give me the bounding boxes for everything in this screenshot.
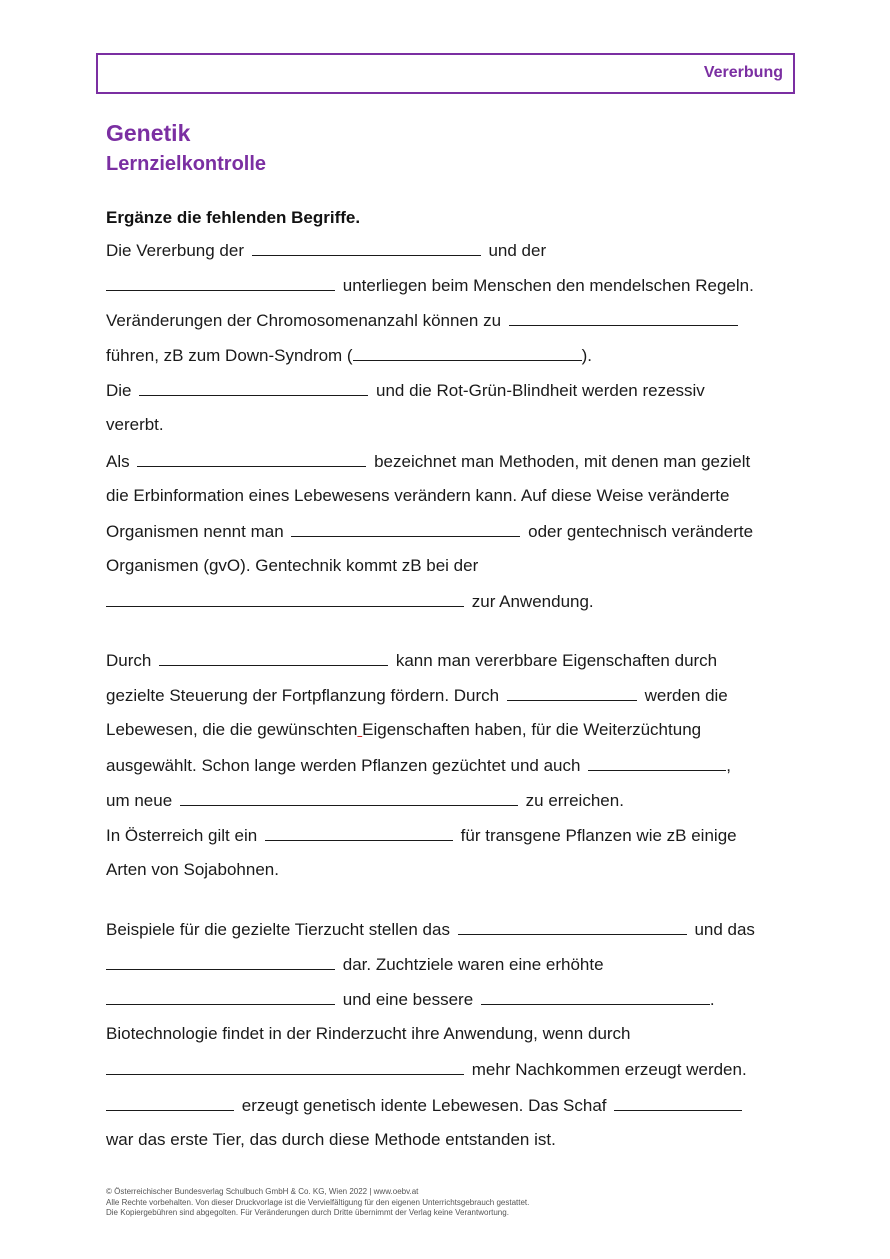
text-line [106, 825, 737, 846]
footer-line: Die Kopiergebühren sind abgegolten. Für Veränderungen durch Dritte übernimmt der Verlag keine Verantwortung. [106, 1208, 509, 1217]
blank-field[interactable] [353, 345, 582, 361]
text-segment: zu erreichen. [525, 791, 624, 810]
blank-field[interactable] [106, 989, 335, 1005]
text-line [106, 720, 701, 740]
text-segment: In Österreich gilt ein [106, 826, 258, 845]
text-segment: Arten von Sojabohnen. [106, 860, 279, 879]
footer-line: © Österreichischer Bundesverlag Schulbuch GmbH & Co. KG, Wien 2022 | www.oebv.at [106, 1187, 419, 1196]
text-line [106, 1095, 745, 1116]
instruction: Ergänze die fehlenden Begriffe. [106, 208, 361, 227]
text-segment: erzeugt genetisch idente Lebewesen. Das Schaf [241, 1096, 607, 1115]
text-line [106, 1059, 747, 1080]
blank-field[interactable] [509, 310, 738, 326]
text-segment: Beispiele für die gezielte Tierzucht stellen das [106, 920, 450, 939]
text-segment: Eigenschaften haben, für die Weiterzüchtung [362, 720, 702, 739]
page-title: Genetik [106, 120, 191, 146]
text-segment: kann man vererbbare Eigenschaften durch [395, 651, 718, 670]
text-segment: Die [106, 381, 132, 400]
text-line [106, 521, 753, 542]
text-segment: mehr Nachkommen erzeugt werden. [471, 1060, 747, 1079]
text-segment: um neue [106, 791, 173, 810]
text-line [106, 989, 715, 1010]
text-segment: und eine bessere [342, 990, 474, 1009]
text-segment: Die Vererbung der [106, 241, 244, 260]
text-line [106, 1024, 631, 1044]
text-line [106, 790, 624, 811]
text-line [106, 685, 728, 706]
text-line [106, 240, 546, 261]
text-segment: für transgene Pflanzen wie zB einige [460, 826, 737, 845]
blank-field[interactable] [481, 989, 710, 1005]
text-segment: werden die [644, 686, 728, 705]
text-line [106, 556, 478, 576]
text-segment: Biotechnologie findet in der Rinderzucht ihre Anwendung, wenn durch [106, 1024, 631, 1043]
text-segment: . [709, 990, 715, 1009]
blank-field[interactable] [106, 1059, 464, 1075]
text-segment: , [726, 756, 731, 775]
text-segment: war das erste Tier, das durch diese Methode entstanden ist. [106, 1130, 556, 1149]
text-segment: Organismen (gvO). Gentechnik kommt zB bei der [106, 556, 479, 575]
blank-field[interactable] [106, 954, 335, 970]
text-segment: gezielte Steuerung der Fortpflanzung fördern. Durch [106, 686, 500, 705]
text-line [106, 650, 717, 671]
text-line [106, 954, 604, 975]
blank-field[interactable] [458, 919, 687, 935]
text-line [106, 755, 731, 776]
text-segment: führen, zB zum Down-Syndrom ( [106, 346, 353, 365]
blank-field[interactable] [265, 825, 453, 841]
blank-field[interactable] [588, 755, 726, 771]
text-segment: dar. Zuchtziele waren eine erhöhte [342, 955, 604, 974]
header-box [96, 53, 795, 94]
text-line [106, 486, 729, 506]
footer-line: Alle Rechte vorbehalten. Von dieser Druckvorlage ist die Vervielfältigung für den eigenen Unterrichtsgebrauch gestattet. [106, 1197, 530, 1207]
text-segment: ausgewählt. Schon lange werden Pflanzen gezüchtet und auch [106, 756, 581, 775]
text-segment: oder gentechnisch veränderte [528, 522, 754, 541]
text-line [106, 451, 750, 472]
blank-field[interactable] [139, 380, 368, 396]
blank-field[interactable] [106, 1095, 234, 1111]
blank-field[interactable] [137, 451, 366, 467]
page-subtitle: Lernzielkontrolle [106, 153, 267, 175]
text-segment: und die Rot-Grün-Blindheit werden rezessiv [375, 381, 705, 400]
text-segment: Lebewesen, die die gewünschten [106, 720, 358, 739]
text-line [106, 591, 594, 612]
text-segment: und der [488, 241, 547, 260]
text-segment: Organismen nennt man [106, 522, 284, 541]
text-segment: die Erbinformation eines Lebewesens verändern kann. Auf diese Weise veränderte [106, 486, 730, 505]
text-segment: Als [106, 452, 130, 471]
text-segment: unterliegen beim Menschen den mendelschen Regeln. [342, 276, 754, 295]
blank-field[interactable] [252, 240, 481, 256]
text-segment: Veränderungen der Chromosomenanzahl können zu [106, 311, 502, 330]
text-segment: und das [694, 920, 755, 939]
text-line [106, 345, 592, 366]
text-line [106, 310, 741, 331]
blank-field[interactable] [507, 685, 637, 701]
text-segment: vererbt. [106, 415, 164, 434]
text-line [106, 415, 164, 435]
topic-label: Vererbung [703, 64, 783, 81]
blank-field[interactable] [106, 275, 335, 291]
text-segment: Durch [106, 651, 152, 670]
blank-field[interactable] [291, 521, 520, 537]
text-segment: zur Anwendung. [471, 592, 594, 611]
text-line [106, 275, 754, 296]
text-segment: ). [581, 346, 592, 365]
text-line [106, 1130, 556, 1150]
text-line [106, 860, 279, 880]
blank-field[interactable] [180, 790, 518, 806]
text-segment: bezeichnet man Methoden, mit denen man gezielt [374, 452, 751, 471]
blank-field[interactable] [614, 1095, 742, 1111]
text-line [106, 380, 705, 401]
blank-field[interactable] [159, 650, 388, 666]
copyright-footer [106, 1187, 529, 1219]
blank-field[interactable] [106, 591, 464, 607]
text-line [106, 919, 755, 940]
